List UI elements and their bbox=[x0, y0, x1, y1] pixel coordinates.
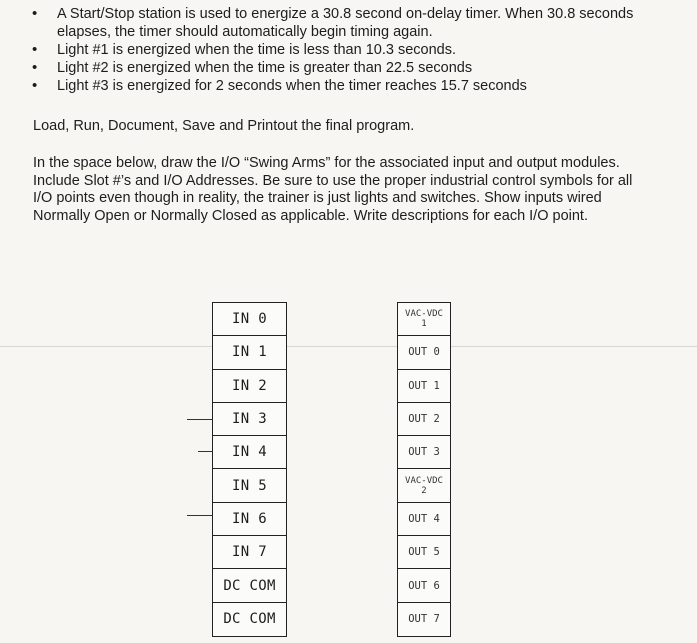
requirement-item: • Light #3 is energized for 2 seconds when the timer reaches 15.7 seconds bbox=[30, 77, 650, 95]
terminal-label: OUT 1 bbox=[408, 379, 440, 392]
terminal-number: 1 bbox=[421, 319, 427, 330]
terminal-label: OUT 3 bbox=[408, 446, 440, 459]
requirement-item: • A Start/Stop station is used to energize a 30.8 second on-delay timer. When 30.8 seconds elapses, the timer should automatically begin timing again. bbox=[30, 5, 650, 41]
terminal-label: OUT 6 bbox=[408, 579, 440, 592]
input-terminal bbox=[213, 469, 286, 502]
terminal-label: OUT 7 bbox=[408, 613, 440, 626]
input-terminal bbox=[213, 336, 286, 369]
input-common-terminal bbox=[213, 603, 286, 636]
output-terminal bbox=[398, 403, 450, 436]
output-terminal bbox=[398, 370, 450, 403]
terminal-label: IN 3 bbox=[232, 411, 267, 428]
output-terminal bbox=[398, 536, 450, 569]
input-module-terminals bbox=[212, 302, 287, 637]
terminal-label: OUT 4 bbox=[408, 512, 440, 525]
terminal-number: 2 bbox=[421, 485, 427, 496]
terminal-label: IN 1 bbox=[232, 344, 267, 361]
instruction-line: Load, Run, Document, Save and Printout the final program. bbox=[33, 118, 415, 134]
input-terminal bbox=[213, 303, 286, 336]
requirement-item: • Light #2 is energized when the time is greater than 22.5 seconds bbox=[30, 59, 650, 77]
output-terminal bbox=[398, 336, 450, 369]
terminal-label: IN 4 bbox=[232, 444, 267, 461]
input-terminal bbox=[213, 436, 286, 469]
terminal-label: DC COM bbox=[223, 611, 276, 628]
output-terminal bbox=[398, 503, 450, 536]
output-terminal bbox=[398, 603, 450, 636]
terminal-label: VAC-VDC bbox=[405, 475, 443, 486]
input-common-terminal bbox=[213, 569, 286, 602]
instruction-paragraph: In the space below, draw the I/O “Swing Arms” for the associated input and output modules. Include Slot #’s and I/O Addresses. Be sure to use the proper industrial control symbols for all I/O points even though in reality, the trainer is just lights and switches. Show inputs wired Normally Open or Normally Closed as applicable. Write descriptions for each I/O point. bbox=[33, 155, 633, 224]
input-wire bbox=[187, 419, 212, 420]
page-fold-line bbox=[0, 346, 697, 347]
terminal-label: IN 7 bbox=[232, 544, 267, 561]
input-terminal bbox=[213, 503, 286, 536]
output-terminal bbox=[398, 436, 450, 469]
input-terminal bbox=[213, 370, 286, 403]
terminal-label: VAC-VDC bbox=[405, 309, 443, 320]
terminal-label: IN 5 bbox=[232, 477, 267, 494]
output-power-terminal bbox=[398, 303, 450, 336]
input-terminal bbox=[213, 403, 286, 436]
input-terminal bbox=[213, 536, 286, 569]
requirements-list bbox=[30, 5, 650, 95]
terminal-label: IN 2 bbox=[232, 377, 267, 394]
terminal-label: IN 0 bbox=[232, 311, 267, 328]
output-power-terminal bbox=[398, 469, 450, 502]
input-wire bbox=[187, 515, 212, 516]
terminal-label: OUT 5 bbox=[408, 546, 440, 559]
output-terminal bbox=[398, 569, 450, 602]
terminal-label: OUT 2 bbox=[408, 413, 440, 426]
requirement-item: • Light #1 is energized when the time is less than 10.3 seconds. bbox=[30, 41, 650, 59]
output-module-terminals bbox=[397, 302, 451, 637]
input-wire bbox=[198, 451, 212, 452]
terminal-label: OUT 0 bbox=[408, 346, 440, 359]
terminal-label: DC COM bbox=[223, 577, 276, 594]
terminal-label: IN 6 bbox=[232, 510, 267, 527]
